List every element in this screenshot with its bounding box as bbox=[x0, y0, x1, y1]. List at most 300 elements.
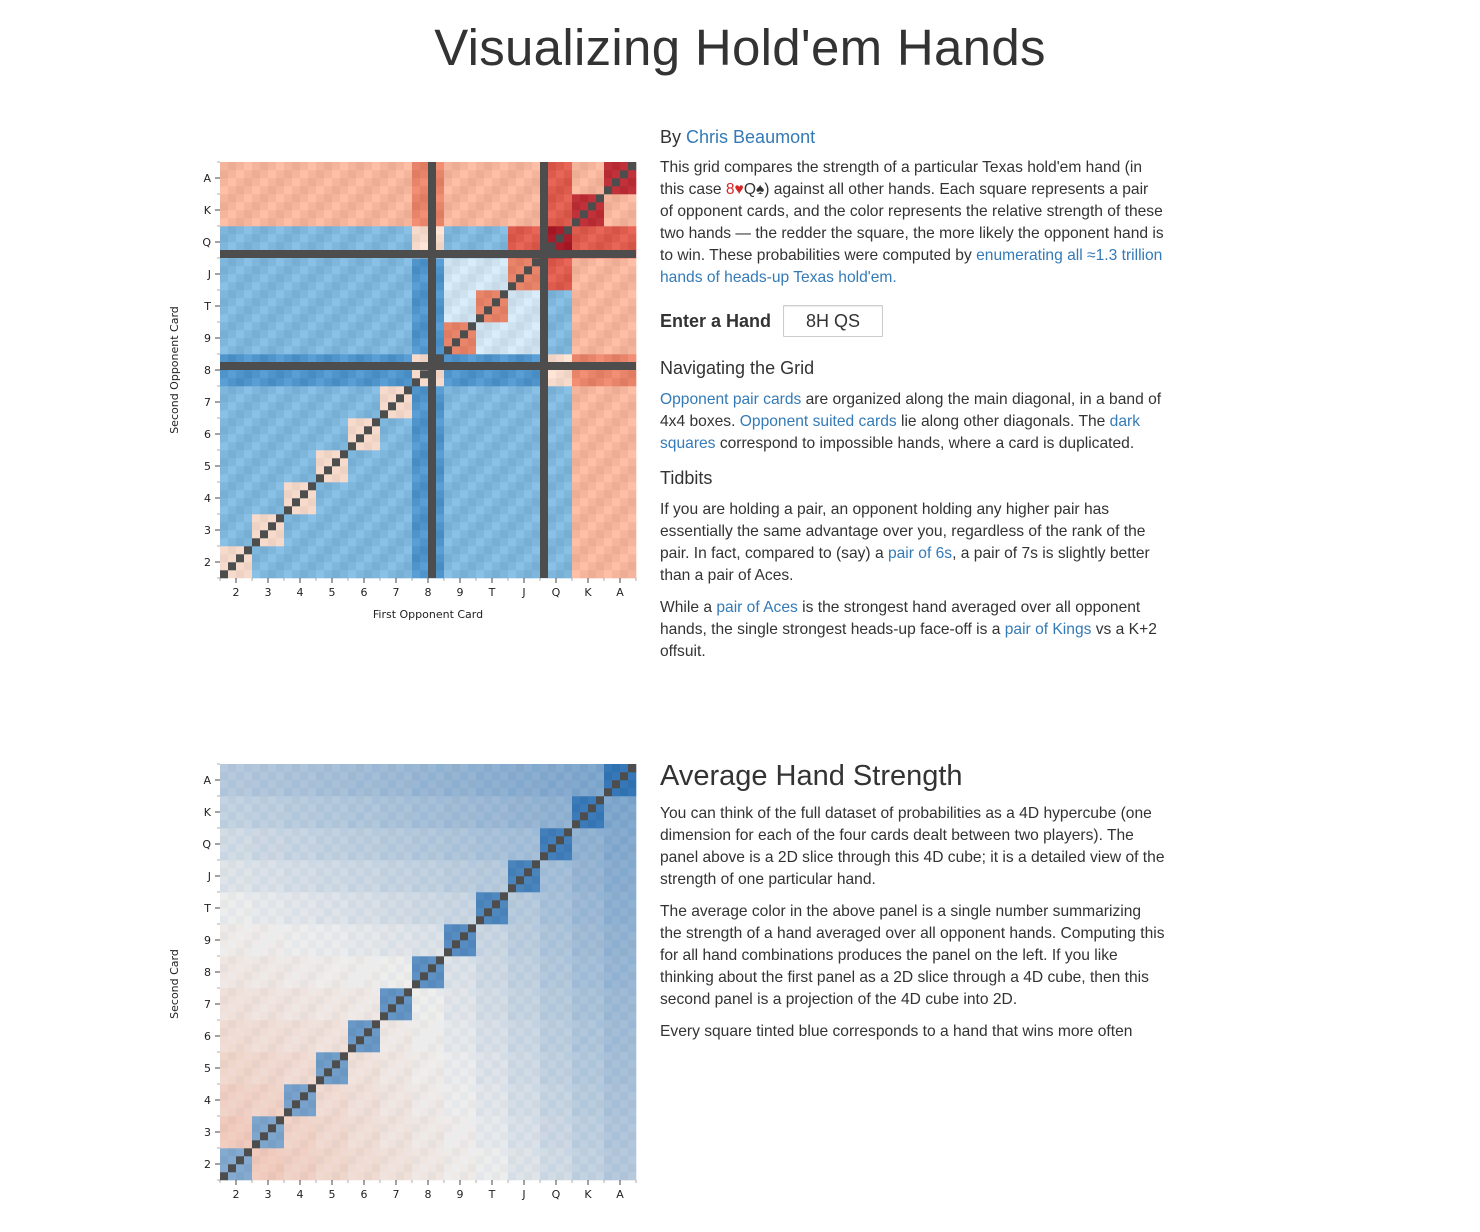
heatmap-cell bbox=[492, 1028, 500, 1036]
heatmap-cell bbox=[348, 1084, 356, 1092]
heatmap-cell bbox=[516, 274, 524, 282]
heatmap-cell bbox=[316, 972, 324, 980]
heatmap-cell bbox=[324, 498, 332, 506]
heatmap-cell bbox=[236, 908, 244, 916]
heatmap-cell bbox=[476, 1172, 484, 1180]
heatmap-cell bbox=[468, 538, 476, 546]
heatmap-cell bbox=[220, 1004, 228, 1012]
heatmap-cell bbox=[412, 1092, 420, 1100]
heatmap-cell bbox=[572, 290, 580, 298]
heatmap-cell bbox=[308, 1060, 316, 1068]
heatmap-cell bbox=[420, 908, 428, 916]
heatmap-cell bbox=[220, 426, 228, 434]
heatmap-cell bbox=[548, 306, 556, 314]
heatmap-cell bbox=[284, 1092, 292, 1100]
heatmap-cell bbox=[332, 210, 340, 218]
heatmap-cell bbox=[252, 1012, 260, 1020]
heatmap-cell bbox=[316, 852, 324, 860]
heatmap-cell bbox=[268, 522, 276, 530]
heatmap-cell bbox=[332, 1108, 340, 1116]
heatmap-cell bbox=[236, 1100, 244, 1108]
heatmap-cell bbox=[228, 1132, 236, 1140]
heatmap-cell bbox=[556, 1172, 564, 1180]
heatmap-cell bbox=[412, 860, 420, 868]
heatmap-cell bbox=[524, 820, 532, 828]
heatmap-cell bbox=[444, 1148, 452, 1156]
heatmap-cell bbox=[340, 1140, 348, 1148]
heatmap-cell bbox=[252, 386, 260, 394]
heatmap-cell bbox=[308, 546, 316, 554]
heatmap-cell bbox=[356, 322, 364, 330]
heatmap-cell bbox=[324, 764, 332, 772]
heatmap-cell bbox=[468, 1060, 476, 1068]
heatmap-cell bbox=[476, 402, 484, 410]
heatmap-cell bbox=[308, 1084, 316, 1092]
heatmap-cell bbox=[276, 474, 284, 482]
heatmap-cell bbox=[308, 1172, 316, 1180]
heatmap-cell bbox=[356, 538, 364, 546]
heatmap-cell bbox=[500, 386, 508, 394]
heatmap-cell bbox=[452, 932, 460, 940]
heatmap-cell bbox=[364, 1108, 372, 1116]
heatmap-cell bbox=[508, 1084, 516, 1092]
heatmap-cell bbox=[292, 932, 300, 940]
heatmap-cell bbox=[268, 1092, 276, 1100]
heatmap-cell bbox=[324, 1156, 332, 1164]
heatmap-cell bbox=[460, 370, 468, 378]
heatmap-cell bbox=[420, 546, 428, 554]
heatmap-cell bbox=[316, 554, 324, 562]
heatmap-cell bbox=[588, 282, 596, 290]
heatmap-cell bbox=[300, 972, 308, 980]
heatmap-cell bbox=[508, 218, 516, 226]
heatmap-cell bbox=[372, 1172, 380, 1180]
heatmap-cell bbox=[540, 1028, 548, 1036]
heatmap-cell bbox=[436, 1156, 444, 1164]
heatmap-cell bbox=[460, 1028, 468, 1036]
heatmap-cell bbox=[620, 410, 628, 418]
heatmap-cell bbox=[340, 796, 348, 804]
heatmap-cell bbox=[292, 1028, 300, 1036]
heatmap-cell bbox=[332, 1020, 340, 1028]
heatmap-cell bbox=[452, 972, 460, 980]
heatmap-cell bbox=[500, 804, 508, 812]
heatmap-cell bbox=[244, 844, 252, 852]
heatmap-cell bbox=[260, 298, 268, 306]
heatmap-cell bbox=[444, 554, 452, 562]
heatmap-cell bbox=[404, 1132, 412, 1140]
heatmap-cell bbox=[580, 274, 588, 282]
heatmap-cell bbox=[628, 458, 636, 466]
heatmap-cell bbox=[228, 386, 236, 394]
heatmap-cell bbox=[436, 442, 444, 450]
heatmap-cell bbox=[580, 538, 588, 546]
heatmap-cell bbox=[524, 884, 532, 892]
heatmap-cell bbox=[308, 194, 316, 202]
heatmap-cell bbox=[460, 836, 468, 844]
heatmap-cell bbox=[620, 474, 628, 482]
heatmap-cell bbox=[244, 258, 252, 266]
heatmap-cell bbox=[292, 892, 300, 900]
heatmap-cell bbox=[396, 202, 404, 210]
heatmap-cell bbox=[484, 354, 492, 362]
heatmap-cell bbox=[540, 804, 548, 812]
heatmap-cell bbox=[500, 546, 508, 554]
heatmap-cell bbox=[412, 194, 420, 202]
heatmap-cell bbox=[276, 378, 284, 386]
heatmap-cell bbox=[364, 764, 372, 772]
heatmap-cell bbox=[396, 828, 404, 836]
heatmap-cell bbox=[236, 194, 244, 202]
heatmap-cell bbox=[404, 274, 412, 282]
heatmap-cell bbox=[380, 370, 388, 378]
heatmap-cell bbox=[356, 980, 364, 988]
heatmap-cell bbox=[388, 1060, 396, 1068]
heatmap-cell bbox=[420, 1076, 428, 1084]
heatmap-cell bbox=[308, 1116, 316, 1124]
heatmap-cell bbox=[588, 506, 596, 514]
heatmap-cell bbox=[252, 170, 260, 178]
heatmap-cell bbox=[556, 258, 564, 266]
heatmap-cell bbox=[420, 1068, 428, 1076]
heatmap-cell bbox=[380, 852, 388, 860]
heatmap-cell bbox=[404, 426, 412, 434]
heatmap-cell bbox=[524, 1044, 532, 1052]
heatmap-cell bbox=[388, 530, 396, 538]
heatmap-cell bbox=[580, 258, 588, 266]
heatmap-cell bbox=[220, 804, 228, 812]
heatmap-cell bbox=[228, 1012, 236, 1020]
heatmap-cell bbox=[292, 1140, 300, 1148]
heatmap-cell bbox=[332, 202, 340, 210]
heatmap-cell bbox=[492, 804, 500, 812]
hand-vs-hand-heatmap[interactable] bbox=[160, 150, 650, 630]
heatmap-cell bbox=[372, 1092, 380, 1100]
heatmap-cell bbox=[324, 1164, 332, 1172]
heatmap-cell bbox=[452, 378, 460, 386]
heatmap-cell bbox=[292, 298, 300, 306]
heatmap-cell bbox=[300, 1148, 308, 1156]
heatmap-cell bbox=[388, 226, 396, 234]
heatmap-cell bbox=[220, 194, 228, 202]
heatmap-cell bbox=[524, 1132, 532, 1140]
heatmap-cell bbox=[356, 218, 364, 226]
heatmap-cell bbox=[340, 162, 348, 170]
heatmap-cell bbox=[436, 498, 444, 506]
average-strength-heatmap[interactable] bbox=[160, 752, 650, 1037]
heatmap-cell bbox=[540, 1172, 548, 1180]
heatmap-cell bbox=[500, 202, 508, 210]
heatmap-cell bbox=[508, 450, 516, 458]
heatmap-cell bbox=[396, 442, 404, 450]
heatmap-cell bbox=[436, 868, 444, 876]
heatmap-cell bbox=[588, 450, 596, 458]
heatmap-cell bbox=[228, 242, 236, 250]
heatmap-svg-2[interactable] bbox=[160, 752, 650, 1232]
heatmap-cell bbox=[452, 900, 460, 908]
heatmap-cell bbox=[284, 964, 292, 972]
heatmap-cell bbox=[372, 530, 380, 538]
heatmap-cell bbox=[396, 876, 404, 884]
heatmap-cell bbox=[396, 466, 404, 474]
heatmap-cell bbox=[388, 490, 396, 498]
heatmap-svg-1[interactable] bbox=[160, 150, 650, 630]
heatmap-cell bbox=[476, 338, 484, 346]
heatmap-cell bbox=[588, 322, 596, 330]
heatmap-cell bbox=[348, 948, 356, 956]
heatmap-cell bbox=[300, 844, 308, 852]
heatmap-cell bbox=[492, 796, 500, 804]
heatmap-cell bbox=[260, 1124, 268, 1132]
heatmap-cell bbox=[308, 1156, 316, 1164]
heatmap-cell bbox=[580, 530, 588, 538]
heatmap-cell bbox=[436, 1124, 444, 1132]
heatmap-cell bbox=[300, 1060, 308, 1068]
heatmap-cell bbox=[292, 490, 300, 498]
heatmap-cell bbox=[316, 170, 324, 178]
heatmap-cell bbox=[492, 474, 500, 482]
heatmap-cell bbox=[612, 498, 620, 506]
heatmap-cell bbox=[316, 394, 324, 402]
heatmap-cell bbox=[572, 554, 580, 562]
heatmap-cell bbox=[572, 266, 580, 274]
heatmap-cell bbox=[532, 394, 540, 402]
heatmap-cell bbox=[580, 458, 588, 466]
heatmap-cell bbox=[468, 386, 476, 394]
heatmap-cell bbox=[492, 290, 500, 298]
heatmap-cell bbox=[268, 860, 276, 868]
heatmap-cell bbox=[276, 1140, 284, 1148]
heatmap-cell bbox=[260, 290, 268, 298]
heatmap-cell bbox=[284, 1068, 292, 1076]
heatmap-cell bbox=[460, 546, 468, 554]
heatmap-cell bbox=[340, 434, 348, 442]
heatmap-cell bbox=[316, 812, 324, 820]
heatmap-cell bbox=[364, 1116, 372, 1124]
heatmap-cell bbox=[420, 844, 428, 852]
heatmap-cell bbox=[476, 1132, 484, 1140]
heatmap-cell bbox=[252, 1124, 260, 1132]
heatmap-cell bbox=[324, 290, 332, 298]
heatmap-cell bbox=[260, 562, 268, 570]
heatmap-cell bbox=[252, 314, 260, 322]
heatmap-cell bbox=[428, 980, 436, 988]
heatmap-cell bbox=[476, 162, 484, 170]
heatmap-cell bbox=[452, 804, 460, 812]
heatmap-cell bbox=[292, 780, 300, 788]
heatmap-cell bbox=[508, 210, 516, 218]
heatmap-cell bbox=[332, 466, 340, 474]
heatmap-cell bbox=[500, 876, 508, 884]
heatmap-cell bbox=[396, 932, 404, 940]
heatmap-cell bbox=[244, 764, 252, 772]
heatmap-cell bbox=[308, 860, 316, 868]
heatmap-cell bbox=[548, 482, 556, 490]
heatmap-cell bbox=[388, 1172, 396, 1180]
heatmap-cell bbox=[476, 562, 484, 570]
heatmap-cell bbox=[476, 410, 484, 418]
heatmap-cell bbox=[244, 988, 252, 996]
heatmap-cell bbox=[364, 186, 372, 194]
heatmap-cell bbox=[476, 514, 484, 522]
heatmap-cell bbox=[308, 266, 316, 274]
heatmap-cell bbox=[252, 916, 260, 924]
heatmap-cell bbox=[300, 170, 308, 178]
heatmap-cell bbox=[436, 234, 444, 242]
heatmap-cell bbox=[388, 820, 396, 828]
heatmap-cell bbox=[468, 354, 476, 362]
heatmap-cell bbox=[620, 234, 628, 242]
heatmap-cell bbox=[436, 378, 444, 386]
heatmap-cell bbox=[564, 466, 572, 474]
heatmap-cell bbox=[428, 836, 436, 844]
heatmap-cell bbox=[556, 522, 564, 530]
heatmap-cell bbox=[540, 884, 548, 892]
heatmap-cell bbox=[268, 218, 276, 226]
heatmap-cell bbox=[580, 426, 588, 434]
heatmap-cell bbox=[492, 170, 500, 178]
heatmap-cell bbox=[260, 498, 268, 506]
heatmap-cell bbox=[460, 178, 468, 186]
heatmap-cell bbox=[524, 1124, 532, 1132]
heatmap-cell bbox=[492, 852, 500, 860]
heatmap-cell bbox=[396, 402, 404, 410]
heatmap-cell bbox=[492, 386, 500, 394]
heatmap-cell bbox=[492, 394, 500, 402]
heatmap-cell bbox=[484, 900, 492, 908]
heatmap-cell bbox=[500, 1156, 508, 1164]
heatmap-cell bbox=[620, 370, 628, 378]
heatmap-cell bbox=[428, 1148, 436, 1156]
heatmap-cell bbox=[476, 1076, 484, 1084]
heatmap-cell bbox=[364, 370, 372, 378]
heatmap-cell bbox=[404, 378, 412, 386]
heatmap-cell bbox=[428, 900, 436, 908]
heatmap-cell bbox=[444, 226, 452, 234]
heatmap-cell bbox=[612, 242, 620, 250]
heatmap-cell bbox=[396, 170, 404, 178]
heatmap-cell bbox=[300, 298, 308, 306]
heatmap-cell bbox=[516, 1164, 524, 1172]
heatmap-cell bbox=[228, 346, 236, 354]
heatmap-cell bbox=[380, 1012, 388, 1020]
heatmap-cell bbox=[484, 1052, 492, 1060]
heatmap-cell bbox=[356, 900, 364, 908]
heatmap-cell bbox=[372, 338, 380, 346]
heatmap-cell bbox=[364, 314, 372, 322]
heatmap-cell bbox=[524, 202, 532, 210]
heatmap-cell bbox=[220, 1044, 228, 1052]
heatmap-cell bbox=[444, 442, 452, 450]
heatmap-cell bbox=[420, 466, 428, 474]
heatmap-cell bbox=[460, 290, 468, 298]
heatmap-cell bbox=[468, 186, 476, 194]
heatmap-cell bbox=[340, 900, 348, 908]
heatmap-cell bbox=[596, 434, 604, 442]
heatmap-cell bbox=[380, 186, 388, 194]
heatmap-cell bbox=[268, 996, 276, 1004]
heatmap-cell bbox=[476, 554, 484, 562]
heatmap-cell bbox=[380, 282, 388, 290]
heatmap-cell bbox=[500, 940, 508, 948]
heatmap-cell bbox=[244, 242, 252, 250]
heatmap-cell bbox=[356, 266, 364, 274]
heatmap-cell bbox=[484, 266, 492, 274]
heatmap-cell bbox=[596, 498, 604, 506]
heatmap-cell bbox=[564, 162, 572, 170]
heatmap-cell bbox=[524, 1028, 532, 1036]
heatmap-cell bbox=[316, 860, 324, 868]
heatmap-cell bbox=[468, 474, 476, 482]
heatmap-cell bbox=[300, 314, 308, 322]
heatmap-cell bbox=[372, 948, 380, 956]
heatmap-cell bbox=[460, 1004, 468, 1012]
heatmap-cell bbox=[556, 386, 564, 394]
heatmap-cells bbox=[220, 162, 636, 578]
heatmap-cell bbox=[492, 1156, 500, 1164]
heatmap-cell bbox=[332, 1004, 340, 1012]
heatmap-cell bbox=[308, 964, 316, 972]
heatmap-cell bbox=[228, 306, 236, 314]
heatmap-cell bbox=[516, 1068, 524, 1076]
heatmap-cell bbox=[252, 788, 260, 796]
heatmap-cell bbox=[404, 570, 412, 578]
heatmap-cell bbox=[404, 514, 412, 522]
heatmap-cell bbox=[428, 1100, 436, 1108]
heatmap-cell bbox=[460, 980, 468, 988]
heatmap-cell bbox=[292, 1092, 300, 1100]
heatmap-cell bbox=[284, 1164, 292, 1172]
heatmap-cell bbox=[612, 522, 620, 530]
heatmap-cell bbox=[556, 442, 564, 450]
heatmap-cell bbox=[500, 1164, 508, 1172]
heatmap-cell bbox=[356, 804, 364, 812]
heatmap-cell bbox=[284, 1060, 292, 1068]
heatmap-cell bbox=[452, 410, 460, 418]
heatmap-cell bbox=[476, 1108, 484, 1116]
heatmap-cell bbox=[244, 1116, 252, 1124]
heatmap-cell bbox=[292, 764, 300, 772]
heatmap-cell bbox=[572, 194, 580, 202]
heatmap-cell bbox=[324, 186, 332, 194]
heatmap-cell bbox=[484, 522, 492, 530]
heatmap-cell bbox=[252, 796, 260, 804]
heatmap-cell bbox=[548, 498, 556, 506]
heatmap-cell bbox=[524, 194, 532, 202]
heatmap-cell bbox=[276, 996, 284, 1004]
heatmap-cell bbox=[348, 242, 356, 250]
heatmap-cell bbox=[524, 186, 532, 194]
heatmap-cell bbox=[268, 1124, 276, 1132]
heatmap-cell bbox=[268, 1108, 276, 1116]
heatmap-cell bbox=[460, 458, 468, 466]
heatmap-cell bbox=[332, 796, 340, 804]
heatmap-cell bbox=[228, 892, 236, 900]
heatmap-cell bbox=[268, 1036, 276, 1044]
heatmap-cell bbox=[300, 234, 308, 242]
heatmap-cell bbox=[420, 506, 428, 514]
heatmap-cell bbox=[308, 996, 316, 1004]
heatmap-cell bbox=[348, 210, 356, 218]
heatmap-cell bbox=[412, 1156, 420, 1164]
heatmap-cell bbox=[404, 1164, 412, 1172]
heatmap-cell bbox=[612, 194, 620, 202]
heatmap-cell bbox=[340, 836, 348, 844]
heatmap-cell bbox=[412, 466, 420, 474]
heatmap-cell bbox=[492, 498, 500, 506]
heatmap-cell bbox=[500, 282, 508, 290]
heatmap-cell bbox=[268, 346, 276, 354]
